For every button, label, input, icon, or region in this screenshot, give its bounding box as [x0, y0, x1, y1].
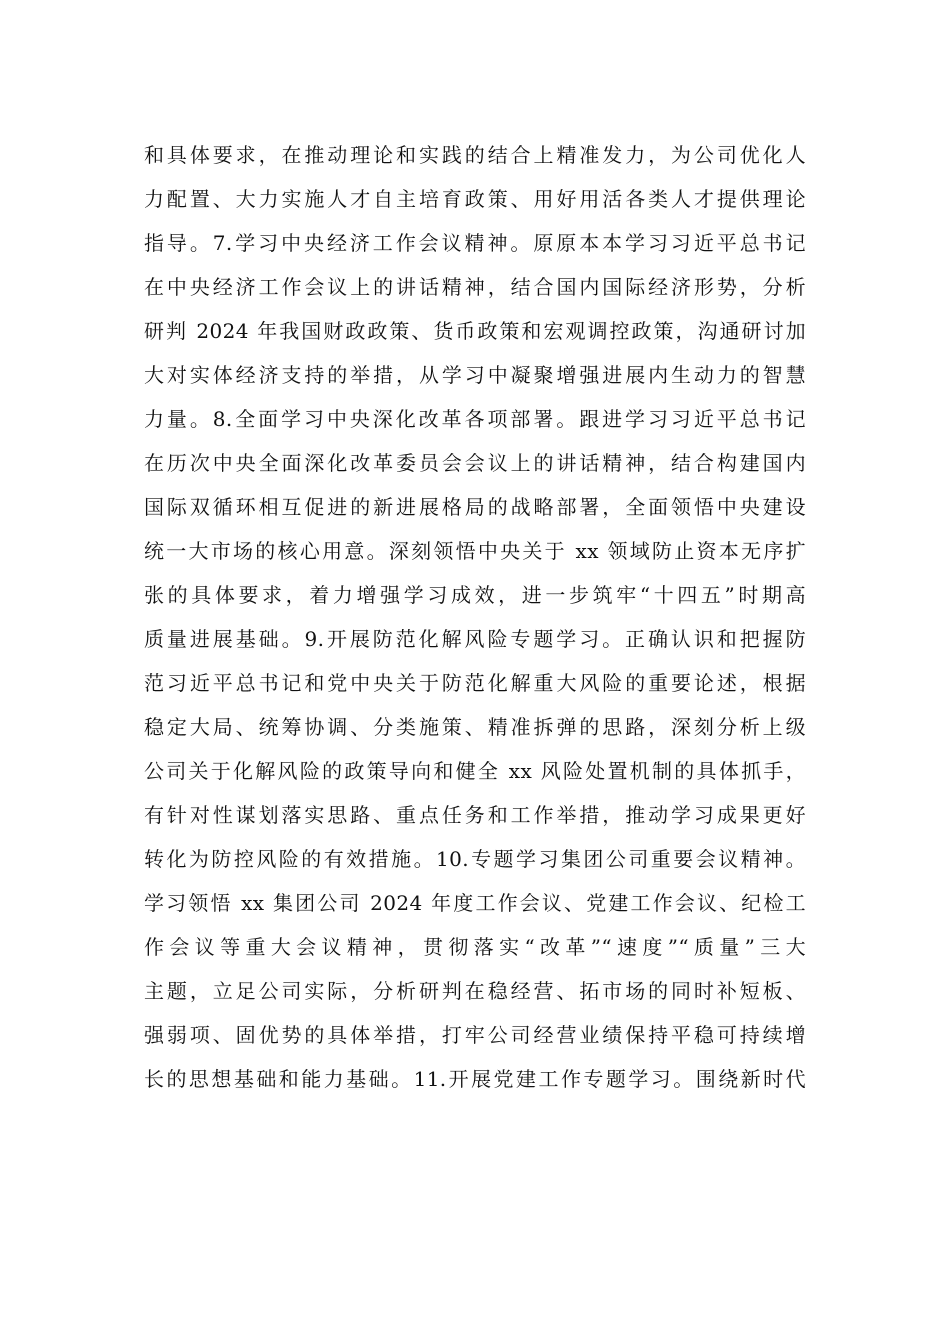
text-line: 国际双循环相互促进的新进展格局的战略部署，全面领悟中央建设 [144, 495, 806, 519]
text-line: 转化为防控风险的有效措施。10.专题学习集团公司重要会议精神。 [144, 847, 806, 871]
text-line: 主题，立足公司实际，分析研判在稳经营、拓市场的同时补短板、 [144, 979, 806, 1003]
text-line: 范习近平总书记和党中央关于防范化解重大风险的重要论述，根据 [144, 671, 806, 695]
text-line: 统一大市场的核心用意。深刻领悟中央关于 xx 领域防止资本无序扩 [144, 539, 806, 563]
text-line: 作会议等重大会议精神，贯彻落实“改革”“速度”“质量”三大 [144, 935, 806, 959]
text-line: 力量。8.全面学习中央深化改革各项部署。跟进学习习近平总书记 [144, 407, 806, 431]
text-line: 长的思想基础和能力基础。11.开展党建工作专题学习。围绕新时代 [144, 1067, 806, 1091]
text-line: 和具体要求，在推动理论和实践的结合上精准发力，为公司优化人 [144, 143, 806, 167]
text-line: 指导。7.学习中央经济工作会议精神。原原本本学习习近平总书记 [144, 231, 806, 255]
text-line: 稳定大局、统筹协调、分类施策、精准拆弹的思路，深刻分析上级 [144, 715, 806, 739]
text-line: 在中央经济工作会议上的讲话精神，结合国内国际经济形势，分析 [144, 275, 806, 299]
text-line: 学习领悟 xx 集团公司 2024 年度工作会议、党建工作会议、纪检工 [144, 891, 806, 915]
text-line: 张的具体要求，着力增强学习成效，进一步筑牢“十四五”时期高 [144, 583, 806, 607]
body-paragraph [144, 133, 806, 1101]
text-line: 大对实体经济支持的举措，从学习中凝聚增强进展内生动力的智慧 [144, 363, 806, 387]
text-line: 公司关于化解风险的政策导向和健全 xx 风险处置机制的具体抓手， [144, 759, 806, 783]
text-line: 力配置、大力实施人才自主培育政策、用好用活各类人才提供理论 [144, 187, 806, 211]
text-line: 质量进展基础。9.开展防范化解风险专题学习。正确认识和把握防 [144, 627, 806, 651]
text-line: 有针对性谋划落实思路、重点任务和工作举措，推动学习成果更好 [144, 803, 806, 827]
text-line: 研判 2024 年我国财政政策、货币政策和宏观调控政策，沟通研讨加 [144, 319, 806, 343]
text-line: 强弱项、固优势的具体举措，打牢公司经营业绩保持平稳可持续增 [144, 1023, 806, 1047]
text-line: 在历次中央全面深化改革委员会会议上的讲话精神，结合构建国内 [144, 451, 806, 475]
